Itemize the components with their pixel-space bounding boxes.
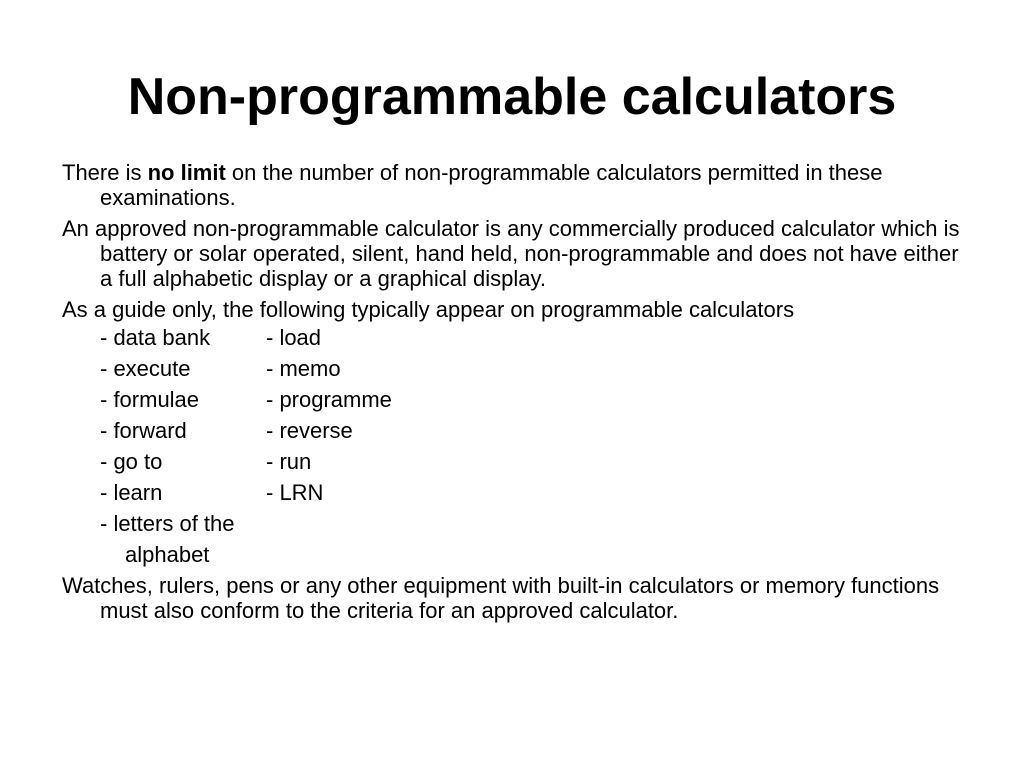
list-item-left: - data bank (100, 325, 211, 350)
list-item (62, 415, 962, 446)
list-item (62, 353, 962, 384)
list-item-right: - run (266, 449, 312, 474)
list-item-right: - LRN (266, 480, 324, 505)
list-item-left: - formulae (100, 387, 200, 412)
list-item (62, 384, 962, 415)
list-item (62, 477, 962, 508)
paragraph-watches-rulers: Watches, rulers, pens or any other equipment with built-in calculators or memory functions must also conform to the criteria for an approved calculator. (62, 573, 940, 623)
list-item-right: - reverse (266, 418, 353, 443)
paragraph-no-limit-start: There is (62, 160, 148, 185)
list-item (62, 508, 962, 539)
paragraph-no-limit (62, 160, 962, 210)
programmable-features-list (62, 322, 962, 570)
slide-title: Non-programmable calculators (127, 68, 897, 126)
list-item-left: - forward (100, 418, 187, 443)
list-item-left: - go to (100, 449, 163, 474)
slide-body (62, 160, 962, 629)
paragraph-guide: As a guide only, the following typically appear on programmable calculators (62, 297, 795, 322)
no-limit-emphasis: no limit (147, 160, 226, 185)
list-item-left: - execute (100, 356, 191, 381)
list-item-right: - load (266, 325, 322, 350)
list-item (62, 322, 962, 353)
list-item-right: - memo (266, 356, 341, 381)
paragraph-no-limit-end: on the number of non-programmable calculators permitted in these examinations. (100, 160, 883, 210)
list-item-left: - learn (100, 480, 163, 505)
list-item (62, 446, 962, 477)
paragraph-approved-definition: An approved non-programmable calculator is any commercially produced calculator which is battery or solar operated, silent, hand held, non-programmable and does not have either a full alphabetic display or a graphical display. (62, 216, 960, 291)
list-item-continuation: alphabet (125, 542, 210, 567)
list-item-left: - letters of the (100, 511, 235, 536)
list-item-right: - programme (266, 387, 392, 412)
